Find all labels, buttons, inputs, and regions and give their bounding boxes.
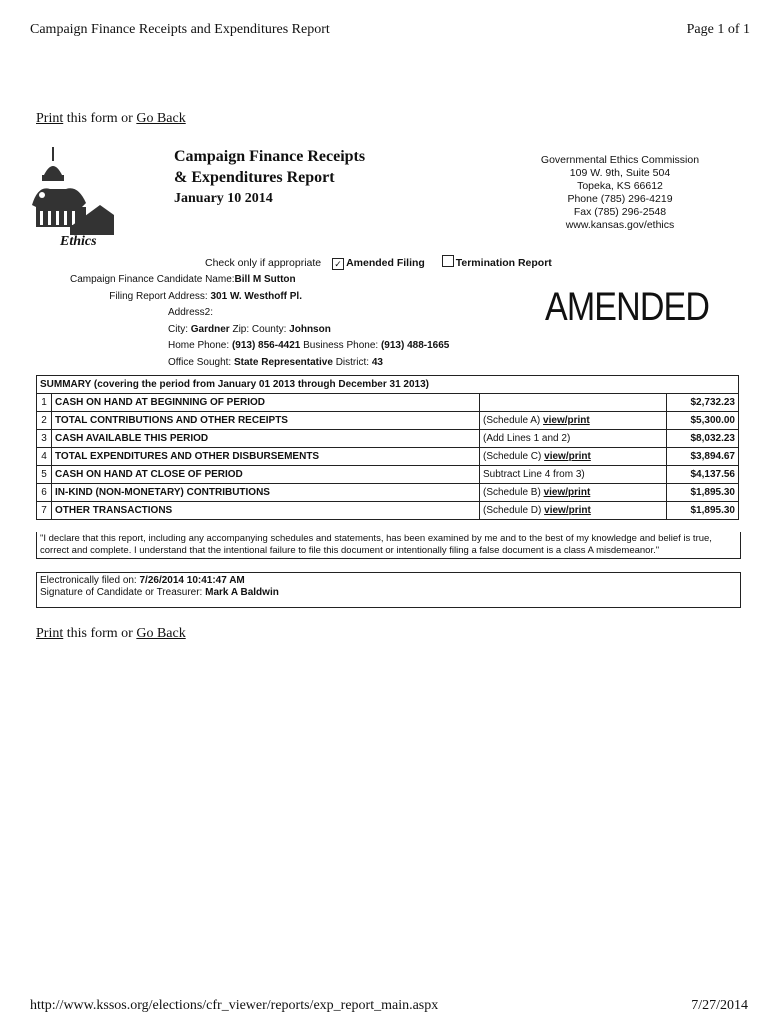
print-link[interactable]: Print — [36, 111, 64, 126]
row-description: CASH AVAILABLE THIS PERIOD — [52, 430, 480, 448]
home-phone: (913) 856-4421 — [231, 340, 301, 351]
report-date: January 10 2014 — [174, 191, 273, 206]
summary-row — [37, 502, 739, 520]
city-label: City: — [168, 323, 188, 335]
report-title-line2: & Expenditures Report — [174, 169, 335, 186]
schedule-text: (Schedule C) — [483, 451, 545, 462]
print-link-bottom[interactable]: Print — [36, 626, 64, 641]
view-print-link[interactable]: view/print — [543, 487, 591, 498]
row-amount: $3,894.67 — [667, 448, 739, 466]
schedule-text: (Add Lines 1 and 2) — [483, 433, 571, 444]
district-label: District: — [335, 356, 370, 368]
county-label: County: — [251, 323, 287, 335]
go-back-link-bottom[interactable]: Go Back — [136, 626, 186, 641]
row-amount: $1,895.30 — [667, 502, 739, 520]
office-value: State Representative — [233, 356, 333, 368]
row-description: CASH ON HAND AT CLOSE OF PERIOD — [52, 466, 480, 484]
agency-fax: Fax (785) 296-2548 — [573, 206, 667, 218]
agency-web: www.kansas.gov/ethics — [565, 219, 675, 231]
report-title-line1: Campaign Finance Receipts — [174, 148, 366, 165]
row-schedule — [480, 466, 667, 484]
row-amount: $2,732.23 — [667, 394, 739, 412]
address-value: 301 W. Westhoff Pl. — [210, 290, 302, 302]
home-phone-label: Home Phone: — [168, 340, 230, 351]
business-phone-label: Business Phone: — [303, 340, 379, 351]
agency-block — [520, 154, 720, 232]
summary-heading: SUMMARY (covering the period from January 01 2013 through December 31 2013) — [37, 376, 739, 394]
row-number: 1 — [37, 394, 52, 412]
business-phone: (913) 488-1665 — [380, 340, 450, 351]
row-schedule — [480, 412, 667, 430]
summary-row — [37, 430, 739, 448]
view-print-link[interactable]: view/print — [544, 505, 591, 516]
summary-row — [37, 466, 739, 484]
termination-checkbox[interactable] — [442, 255, 454, 267]
nav-text: this form or — [63, 111, 137, 126]
go-back-link[interactable]: Go Back — [136, 111, 186, 126]
nav-bottom — [36, 626, 186, 642]
filing-info — [70, 272, 449, 371]
row-amount: $5,300.00 — [667, 412, 739, 430]
row-number: 5 — [37, 466, 52, 484]
logo-text: Ethics — [60, 234, 97, 249]
row-description: CASH ON HAND AT BEGINNING OF PERIOD — [52, 394, 480, 412]
summary-row — [37, 484, 739, 502]
summary-row — [37, 412, 739, 430]
footer-date: 7/27/2014 — [691, 998, 748, 1013]
county-value: Johnson — [289, 323, 331, 335]
row-number: 7 — [37, 502, 52, 520]
filed-label: Electronically filed on: — [40, 575, 137, 586]
signature-block — [36, 572, 741, 608]
nav-top — [36, 111, 186, 127]
row-number: 3 — [37, 430, 52, 448]
row-schedule — [480, 394, 667, 412]
agency-address: 109 W. 9th, Suite 504 — [569, 167, 671, 179]
view-print-link[interactable]: view/print — [544, 451, 591, 462]
row-number: 2 — [37, 412, 52, 430]
print-header-page: Page 1 of 1 — [686, 22, 750, 37]
footer-url: http://www.kssos.org/elections/cfr_viewer/reports/exp_report_main.aspx — [30, 998, 439, 1013]
nav-text-bottom: this form or — [63, 626, 137, 641]
summary-row — [37, 394, 739, 412]
row-description: TOTAL CONTRIBUTIONS AND OTHER RECEIPTS — [52, 412, 480, 430]
signature-name: Mark A Baldwin — [205, 587, 279, 598]
filing-label-2: Filing Report — [109, 290, 166, 302]
row-description: TOTAL EXPENDITURES AND OTHER DISBURSEMENTS — [52, 448, 480, 466]
row-number: 6 — [37, 484, 52, 502]
filing-checks — [205, 255, 552, 270]
ethics-logo — [30, 145, 120, 250]
summary-table — [36, 375, 739, 520]
check-prompt: Check only if appropriate — [205, 257, 322, 269]
office-label: Office Sought: — [168, 356, 232, 368]
view-print-link[interactable]: view/print — [543, 415, 590, 426]
candidate-name: Bill M Sutton — [234, 274, 296, 285]
schedule-text: Subtract Line 4 from 3) — [483, 469, 585, 480]
row-amount: $4,137.56 — [667, 466, 739, 484]
filed-date: 7/26/2014 10:41:47 AM — [139, 575, 245, 586]
schedule-text: (Schedule B) — [483, 487, 544, 498]
amended-checkbox[interactable]: ✓ — [332, 258, 344, 270]
city-value: Gardner — [190, 323, 230, 335]
agency-phone: Phone (785) 296-4219 — [567, 193, 673, 205]
summary-row — [37, 448, 739, 466]
agency-name: Governmental Ethics Commission — [540, 154, 700, 166]
row-schedule — [480, 448, 667, 466]
address2-label: Address2: — [168, 307, 214, 318]
row-number: 4 — [37, 448, 52, 466]
schedule-text: (Schedule D) — [483, 505, 545, 516]
agency-city: Topeka, KS 66612 — [577, 180, 663, 192]
signature-label: Signature of Candidate or Treasurer: — [40, 587, 203, 598]
declaration: "I declare that this report, including any accompanying schedules and statements, has been examined by me and to the best of my knowledge and belief is true, correct and complete. I understand that the intentional failure to file this document or intentionally filing a false document is a class A misdemeanor." — [36, 532, 741, 559]
row-amount: $8,032.23 — [667, 430, 739, 448]
amended-label: Amended Filing — [346, 257, 425, 269]
candidate-label: Candidate Name: — [156, 274, 235, 285]
report-title — [174, 146, 365, 209]
print-header-title: Campaign Finance Receipts and Expenditures Report — [30, 22, 330, 37]
district-value: 43 — [371, 356, 383, 368]
schedule-text: (Schedule A) — [483, 415, 544, 426]
zip-label: Zip: — [232, 323, 250, 335]
amended-stamp: AMENDED — [545, 285, 710, 329]
row-schedule — [480, 430, 667, 448]
termination-label: Termination Report — [455, 257, 552, 269]
filing-label-1: Campaign Finance — [70, 274, 154, 285]
row-description: OTHER TRANSACTIONS — [52, 502, 480, 520]
row-description: IN-KIND (NON-MONETARY) CONTRIBUTIONS — [52, 484, 480, 502]
address-label: Address: — [168, 290, 208, 302]
row-amount: $1,895.30 — [667, 484, 739, 502]
row-schedule — [480, 484, 667, 502]
row-schedule — [480, 502, 667, 520]
